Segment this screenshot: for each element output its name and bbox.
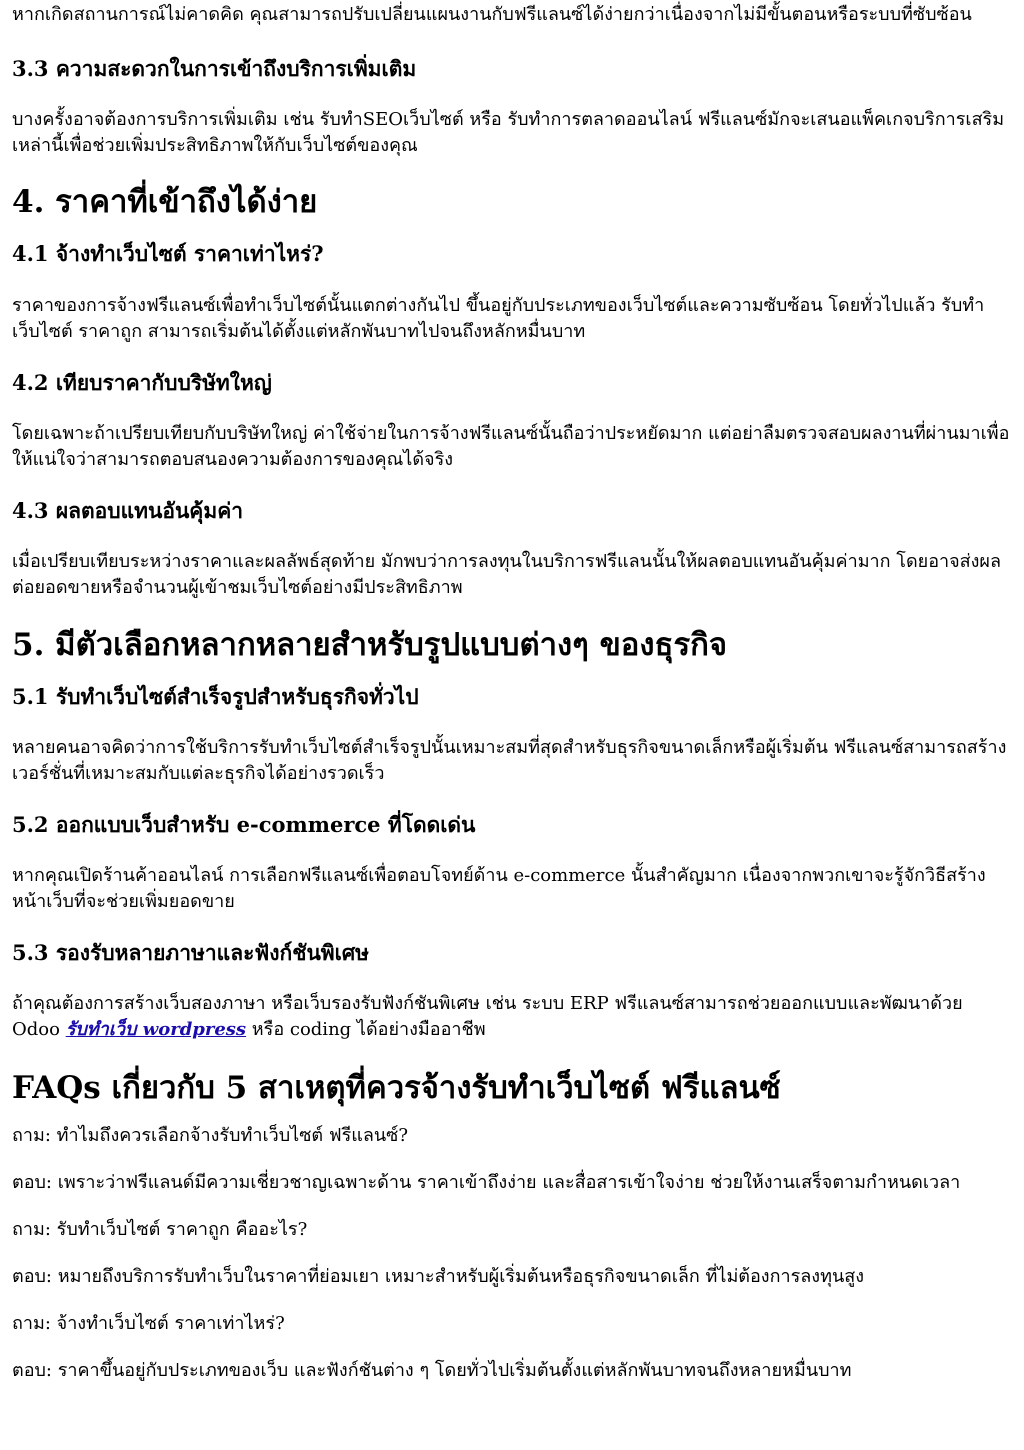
faq-answer-2: ตอบ: หมายถึงบริการรับทำเว็บในราคาที่ย่อมเยา เหมาะสำหรับผู้เริ่มต้นหรือธุรกิจขนาดเล็ก ที่ไม่ต้องการลงทุนสูง — [12, 1266, 865, 1287]
paragraph-5-3 — [12, 991, 1012, 1043]
faq-answer-3: ตอบ: ราคาขึ้นอยู่กับประเภทของเว็บ และฟังก์ชันต่าง ๆ โดยทั่วไปเริ่มต้นตั้งแต่หลักพันบาทจนถึงหลายหมื่นบาท — [12, 1360, 852, 1381]
article-body — [0, 2, 1024, 1384]
paragraph-3-3: บางครั้งอาจต้องการบริการเพิ่มเติม เช่น รับทำSEOเว็บไซต์ หรือ รับทำการตลาดออนไลน์ ฟรีแลนซ์มักจะเสนอแพ็คเกจบริการเสริมเหล่านี้เพื่อช่วยเพิ่มประสิทธิภาพให้กับเว็บไซต์ของคุณ — [12, 109, 1005, 156]
faq-question-1: ถาม: ทำไมถึงควรเลือกจ้างรับทำเว็บไซต์ ฟรีแลนซ์? — [12, 1125, 409, 1146]
paragraph-4-1: ราคาของการจ้างฟรีแลนซ์เพื่อทำเว็บไซต์นั้นแตกต่างกันไป ขึ้นอยู่กับประเภทของเว็บไซต์และความซับซ้อน โดยทั่วไปแล้ว รับทำเว็บไซต์ ราคาถูก สามารถเริ่มต้นได้ตั้งแต่หลักพันบาทไปจนถึงหลักหมื่นบาท — [12, 295, 985, 342]
faq-question-3: ถาม: จ้างทำเว็บไซต์ ราคาเท่าไหร่? — [12, 1313, 285, 1334]
heading-3-3: 3.3 ความสะดวกในการเข้าถึงบริการเพิ่มเติม — [12, 56, 417, 81]
faq-question-2: ถาม: รับทำเว็บไซต์ ราคาถูก คืออะไร? — [12, 1219, 308, 1240]
paragraph-5-2: หากคุณเปิดร้านค้าออนไลน์ การเลือกฟรีแลนซ์เพื่อตอบโจทย์ด้าน e-commerce นั้นสำคัญมาก เนื่องจากพวกเขาจะรู้จักวิธีสร้างหน้าเว็บที่จะช่วยเพิ่มยอดขาย — [12, 865, 986, 912]
heading-4-2: 4.2 เทียบราคากับบริษัทใหญ่ — [12, 370, 272, 395]
heading-5-3: 5.3 รองรับหลายภาษาและฟังก์ชันพิเศษ — [12, 940, 369, 965]
wordpress-service-link[interactable]: รับทำเว็บ wordpress — [65, 1019, 247, 1040]
paragraph-5-3-text-after: หรือ coding ได้อย่างมืออาชีพ — [246, 1019, 486, 1040]
heading-5-1: 5.1 รับทำเว็บไซต์สำเร็จรูปสำหรับธุรกิจทั่วไป — [12, 684, 419, 709]
heading-4-1: 4.1 จ้างทำเว็บไซต์ ราคาเท่าไหร่? — [12, 241, 324, 266]
paragraph-intro: หากเกิดสถานการณ์ไม่คาดคิด คุณสามารถปรับเปลี่ยนแผนงานกับฟรีแลนซ์ได้ง่ายกว่าเนื่องจากไม่มีขั้นตอนหรือระบบที่ซับซ้อน — [12, 4, 972, 25]
heading-section-5: 5. มีตัวเลือกหลากหลายสำหรับรูปแบบต่างๆ ของธุรกิจ — [12, 627, 728, 663]
paragraph-5-3-text-before: ถ้าคุณต้องการสร้างเว็บสองภาษา หรือเว็บรองรับฟังก์ชันพิเศษ เช่น ระบบ ERP ฟรีแลนซ์สามารถช่วยออกแบบและพัฒนาด้วย Odoo — [12, 993, 963, 1040]
heading-5-2: 5.2 ออกแบบเว็บสำหรับ e-commerce ที่โดดเด่น — [12, 812, 476, 837]
heading-section-4: 4. ราคาที่เข้าถึงได้ง่าย — [12, 184, 318, 220]
paragraph-4-2: โดยเฉพาะถ้าเปรียบเทียบกับบริษัทใหญ่ ค่าใช้จ่ายในการจ้างฟรีแลนซ์นั้นถือว่าประหยัดมาก แต่อย่าลืมตรวจสอบผลงานที่ผ่านมาเพื่อให้แน่ใจว่าสามารถตอบสนองความต้องการของคุณได้จริง — [12, 423, 1010, 470]
paragraph-5-1: หลายคนอาจคิดว่าการใช้บริการรับทำเว็บไซต์สำเร็จรูปนั้นเหมาะสมที่สุดสำหรับธุรกิจขนาดเล็กหรือผู้เริ่มต้น ฟรีแลนซ์สามารถสร้างเวอร์ชั่นที่เหมาะสมกับแต่ละธุรกิจได้อย่างรวดเร็ว — [12, 737, 1007, 784]
heading-4-3: 4.3 ผลตอบแทนอันคุ้มค่า — [12, 498, 244, 523]
faq-answer-1: ตอบ: เพราะว่าฟรีแลนด์มีความเชี่ยวชาญเฉพาะด้าน ราคาเข้าถึงง่าย และสื่อสารเข้าใจง่าย ช่วยให้งานเสร็จตามกำหนดเวลา — [12, 1172, 961, 1193]
paragraph-4-3: เมื่อเปรียบเทียบระหว่างราคาและผลลัพธ์สุดท้าย มักพบว่าการลงทุนในบริการฟรีแลนนั้นให้ผลตอบแทนอันคุ้มค่ามาก โดยอาจส่งผลต่อยอดขายหรือจำนวนผู้เข้าชมเว็บไซต์อย่างมีประสิทธิภาพ — [12, 551, 1002, 598]
heading-faqs: FAQs เกี่ยวกับ 5 สาเหตุที่ควรจ้างรับทำเว็บไซต์ ฟรีแลนซ์ — [12, 1070, 781, 1106]
